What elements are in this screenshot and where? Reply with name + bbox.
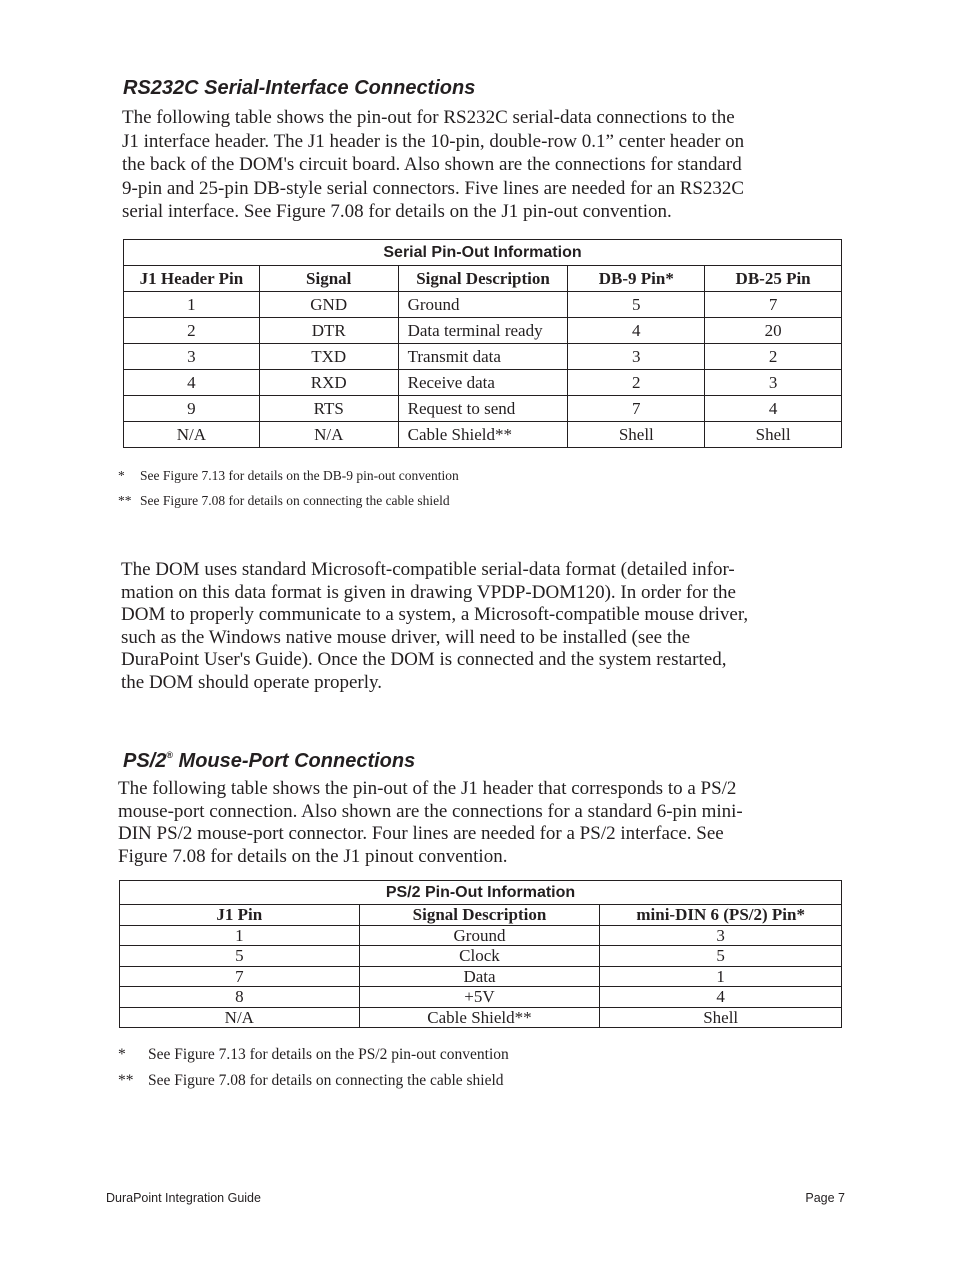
table-cell: GND bbox=[259, 292, 398, 318]
table-cell: 3 bbox=[568, 344, 705, 370]
ps2-heading-prefix: PS/2 bbox=[123, 750, 167, 772]
table-cell: DTR bbox=[259, 318, 398, 344]
table-cell: Data bbox=[359, 966, 600, 987]
table-cell: 5 bbox=[600, 946, 842, 967]
ps2-table-header-row bbox=[120, 905, 842, 926]
rs232-heading: RS232C Serial-Interface Connections bbox=[123, 77, 476, 99]
column-header: DB-9 Pin* bbox=[568, 266, 705, 292]
table-row bbox=[124, 292, 842, 318]
table-cell: Receive data bbox=[398, 370, 568, 396]
table-cell: Ground bbox=[398, 292, 568, 318]
table-row bbox=[124, 318, 842, 344]
table-row bbox=[124, 370, 842, 396]
table-cell: 1 bbox=[120, 925, 360, 946]
column-header: Signal bbox=[259, 266, 398, 292]
table-cell: 5 bbox=[568, 292, 705, 318]
ps2-paragraph bbox=[118, 778, 858, 868]
table-cell: 4 bbox=[124, 370, 260, 396]
column-header: mini-DIN 6 (PS/2) Pin* bbox=[600, 905, 842, 926]
table-cell: N/A bbox=[124, 422, 260, 448]
ps2-pinout-table bbox=[119, 880, 842, 1028]
ps2-heading-suffix: Mouse-Port Connections bbox=[173, 750, 416, 772]
footnote-text: See Figure 7.08 for details on connecting the cable shield bbox=[148, 1072, 504, 1089]
table-cell: Data terminal ready bbox=[398, 318, 568, 344]
column-header: Signal Description bbox=[398, 266, 568, 292]
footnote-text: See Figure 7.08 for details on connecting the cable shield bbox=[140, 493, 450, 508]
table-cell: 3 bbox=[705, 370, 842, 396]
table-cell: Shell bbox=[705, 422, 842, 448]
table-cell: Transmit data bbox=[398, 344, 568, 370]
dom-paragraph-line: DuraPoint User's Guide). Once the DOM is connected and the system restarted, bbox=[121, 649, 727, 670]
ps2-paragraph-line: The following table shows the pin-out of the J1 header that corresponds to a PS/2 bbox=[118, 778, 737, 799]
table-cell: 3 bbox=[600, 925, 842, 946]
dom-paragraph-line: The DOM uses standard Microsoft-compatible serial-data format (detailed infor- bbox=[121, 559, 735, 580]
table-cell: 2 bbox=[568, 370, 705, 396]
ps2-footnote-2 bbox=[118, 1072, 504, 1090]
table-cell: 4 bbox=[600, 987, 842, 1008]
ps2-paragraph-line: Figure 7.08 for details on the J1 pinout convention. bbox=[118, 845, 508, 867]
table-cell: +5V bbox=[359, 987, 600, 1008]
rs232-paragraph-line: 9-pin and 25-pin DB-style serial connectors. Five lines are needed for an RS232C bbox=[122, 177, 745, 199]
serial-pinout-table bbox=[123, 239, 842, 448]
table-cell: N/A bbox=[259, 422, 398, 448]
table-cell: 20 bbox=[705, 318, 842, 344]
footnote-mark: ** bbox=[118, 1072, 134, 1089]
table-cell: Shell bbox=[568, 422, 705, 448]
serial-footnote-2 bbox=[118, 493, 450, 509]
column-header: DB-25 Pin bbox=[705, 266, 842, 292]
column-header: J1 Pin bbox=[120, 905, 360, 926]
table-cell: Clock bbox=[359, 946, 600, 967]
table-row bbox=[124, 344, 842, 370]
footnote-text: See Figure 7.13 for details on the PS/2 pin-out convention bbox=[148, 1046, 509, 1063]
ps2-heading bbox=[123, 750, 415, 773]
table-cell: RTS bbox=[259, 396, 398, 422]
ps2-paragraph-line: mouse-port connection. Also shown are the connections for a standard 6-pin mini- bbox=[118, 800, 743, 822]
table-cell: Cable Shield** bbox=[398, 422, 568, 448]
serial-table-caption: Serial Pin-Out Information bbox=[124, 240, 842, 266]
column-header: Signal Description bbox=[359, 905, 600, 926]
table-cell: 7 bbox=[120, 966, 360, 987]
footnote-mark: ** bbox=[118, 493, 132, 508]
table-cell: TXD bbox=[259, 344, 398, 370]
table-cell: 2 bbox=[124, 318, 260, 344]
table-cell: RXD bbox=[259, 370, 398, 396]
serial-table-header-row bbox=[124, 266, 842, 292]
table-cell: N/A bbox=[120, 1007, 360, 1028]
table-cell: 7 bbox=[705, 292, 842, 318]
rs232-paragraph-line: the back of the DOM's circuit board. Also shown are the connections for standard bbox=[122, 154, 742, 175]
rs232-paragraph bbox=[122, 106, 862, 224]
table-row bbox=[124, 396, 842, 422]
dom-paragraph-line: such as the Windows native mouse driver, will need to be installed (see the bbox=[121, 626, 691, 648]
table-row bbox=[120, 966, 842, 987]
registered-mark: ® bbox=[166, 750, 173, 760]
table-row bbox=[120, 987, 842, 1008]
footnote-mark: * bbox=[118, 1046, 126, 1063]
table-cell: Cable Shield** bbox=[359, 1007, 600, 1028]
page-number: Page 7 bbox=[805, 1191, 845, 1205]
table-cell: 5 bbox=[120, 946, 360, 967]
table-row bbox=[124, 422, 842, 448]
rs232-paragraph-line: J1 interface header. The J1 header is the 10-pin, double-row 0.1” center header on bbox=[122, 130, 745, 152]
table-row bbox=[120, 946, 842, 967]
dom-paragraph-line: mation on this data format is given in drawing VPDP-DOM120). In order for the bbox=[121, 581, 736, 603]
dom-paragraph-line: DOM to properly communicate to a system, a Microsoft-compatible mouse driver, bbox=[121, 604, 749, 625]
dom-paragraph bbox=[121, 559, 841, 694]
table-cell: Ground bbox=[359, 925, 600, 946]
table-cell: 1 bbox=[124, 292, 260, 318]
table-cell: 8 bbox=[120, 987, 360, 1008]
table-cell: 4 bbox=[568, 318, 705, 344]
footnote-mark: * bbox=[118, 468, 125, 483]
dom-paragraph-line: the DOM should operate properly. bbox=[121, 671, 383, 693]
rs232-paragraph-line: The following table shows the pin-out for RS232C serial-data connections to the bbox=[122, 107, 735, 128]
table-cell: 1 bbox=[600, 966, 842, 987]
table-cell: 2 bbox=[705, 344, 842, 370]
table-cell: 9 bbox=[124, 396, 260, 422]
table-row bbox=[120, 925, 842, 946]
table-cell: Request to send bbox=[398, 396, 568, 422]
footnote-text: See Figure 7.13 for details on the DB-9 pin-out convention bbox=[140, 468, 459, 483]
table-cell: 4 bbox=[705, 396, 842, 422]
footer-title: DuraPoint Integration Guide bbox=[106, 1191, 261, 1205]
rs232-paragraph-line: serial interface. See Figure 7.08 for details on the J1 pin-out convention. bbox=[122, 201, 672, 222]
serial-footnote-1 bbox=[118, 468, 459, 484]
table-cell: 3 bbox=[124, 344, 260, 370]
ps2-footnote-1 bbox=[118, 1046, 509, 1064]
ps2-table-caption: PS/2 Pin-Out Information bbox=[120, 881, 842, 905]
table-cell: Shell bbox=[600, 1007, 842, 1028]
table-cell: 7 bbox=[568, 396, 705, 422]
column-header: J1 Header Pin bbox=[124, 266, 260, 292]
ps2-paragraph-line: DIN PS/2 mouse-port connector. Four lines are needed for a PS/2 interface. See bbox=[118, 823, 724, 844]
table-row bbox=[120, 1007, 842, 1028]
